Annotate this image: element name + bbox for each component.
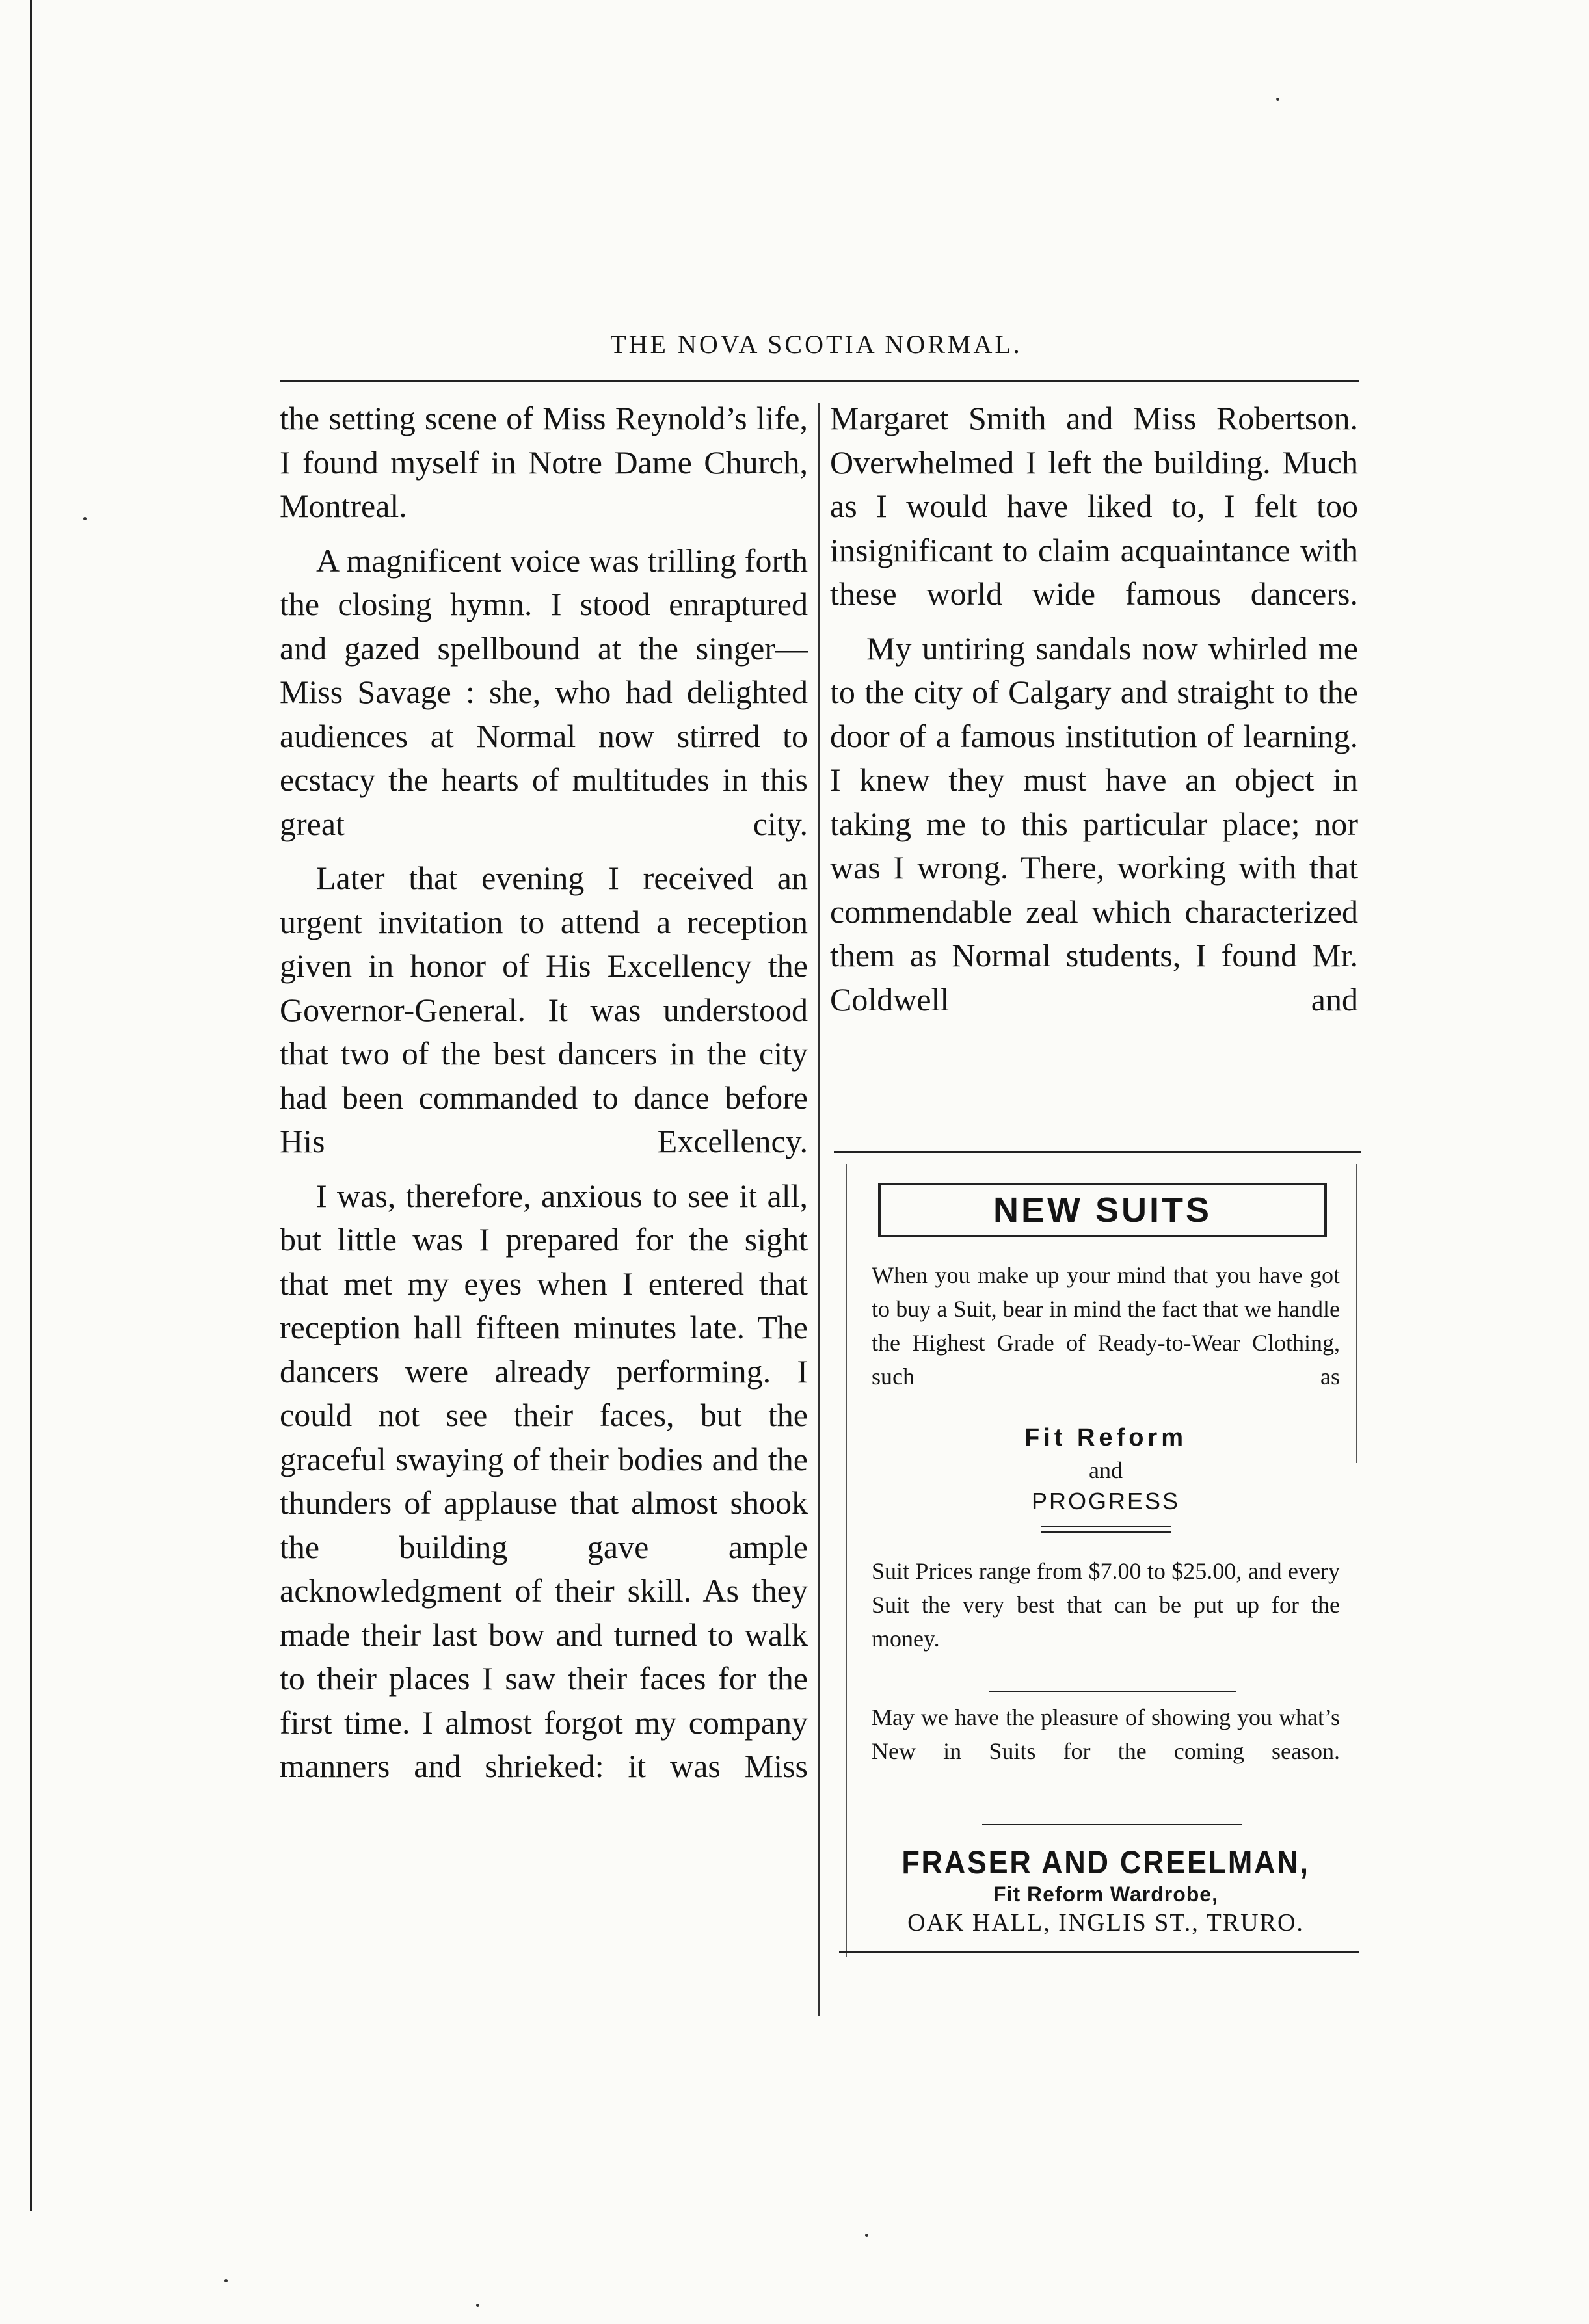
paragraph: A magnificent voice was trilling forth the closing hymn. I stood enraptured and gazed spellbound at the singer—Miss Savage : she, who had delighted audiences at Normal now stirred to ecstacy the hearts of multitudes in this great city. [280, 542, 808, 842]
ad-separator [989, 1691, 1236, 1692]
paragraph: Margaret Smith and Miss Robertson. Overwhelmed I left the building. Much as I would have liked to, I felt too insignificant to claim acquaintance with these world wide famous dancers. [830, 400, 1358, 612]
advertisement-left-edge [846, 1164, 847, 1957]
advertisement [859, 1170, 1353, 1944]
print-speck [865, 2234, 868, 2237]
ad-brand-progress: PROGRESS [1031, 1488, 1181, 1514]
ad-invitation-text [872, 1700, 1340, 1768]
ad-prices-text [872, 1554, 1340, 1656]
paragraph: I was, therefore, anxious to see it all, but little was I prepared for the sight that met my eyes when I entered that reception hall fifteen minutes late. The dancers were already performing. I could not see their faces, but the graceful swaying of their bodies and the thunders of applause that almost shook the building gave ample acknowledgment of their skill. As they made their last bow and turned to walk to their places I saw their faces for the first time. I almost forgot my company manners and shrieked: it was Miss [280, 1177, 808, 1784]
ad-double-rule [1041, 1531, 1171, 1533]
ad-double-rule [1041, 1526, 1171, 1527]
ad-invitation: May we have the pleasure of showing you what’s New in Suits for the coming season. [872, 1704, 1340, 1764]
print-speck [83, 517, 87, 520]
page-binding-line [30, 0, 32, 2211]
ad-address: OAK HALL, INGLIS ST., TRURO. [907, 1909, 1304, 1936]
advertisement-bottom-rule [839, 1951, 1359, 1953]
left-column [280, 397, 808, 1789]
ad-brand-fit-reform: Fit Reform [1024, 1424, 1187, 1451]
advertisement-right-edge [1356, 1164, 1357, 1463]
header-rule [280, 380, 1359, 382]
print-speck [476, 2304, 479, 2307]
ad-firm-subtitle: Fit Reform Wardrobe, [993, 1882, 1218, 1906]
ad-separator [982, 1824, 1242, 1825]
ad-intro-text [872, 1258, 1340, 1393]
ad-firm-name: FRASER AND CREELMAN, [901, 1844, 1310, 1881]
advertisement-top-rule [834, 1151, 1361, 1153]
ad-headline: NEW SUITS [878, 1183, 1327, 1237]
paragraph: the setting scene of Miss Reynold’s life, I found myself in Notre Dame Church, Montreal. [280, 400, 808, 524]
running-head: THE NOVA SCOTIA NORMAL. [610, 330, 1022, 359]
print-speck [224, 2279, 228, 2282]
column-divider [818, 403, 820, 2016]
right-column [830, 397, 1358, 1022]
paragraph: My untiring sandals now whirled me to the city of Calgary and straight to the door of a famous institution of learning. I knew they must have an object in taking me to this particular place; nor was I wrong. There, working with that commendable zeal which characterized them as Normal students, I found Mr. Coldwell and [830, 629, 1358, 1018]
ad-prices: Suit Prices range from $7.00 to $25.00, and every Suit the very best that can be put up for the money. [872, 1558, 1340, 1652]
ad-intro: When you make up your mind that you have got to buy a Suit, bear in mind the fact that we handle the Highest Grade of Ready-to-Wear Clothing, such as [872, 1262, 1340, 1390]
ad-and: and [1089, 1457, 1123, 1483]
print-speck [1276, 98, 1279, 101]
paragraph: Later that evening I received an urgent invitation to attend a reception given in honor of His Excellency the Governor-General. It was understood that two of the best dancers in the city had been commanded to dance before His Excellency. [280, 860, 808, 1159]
